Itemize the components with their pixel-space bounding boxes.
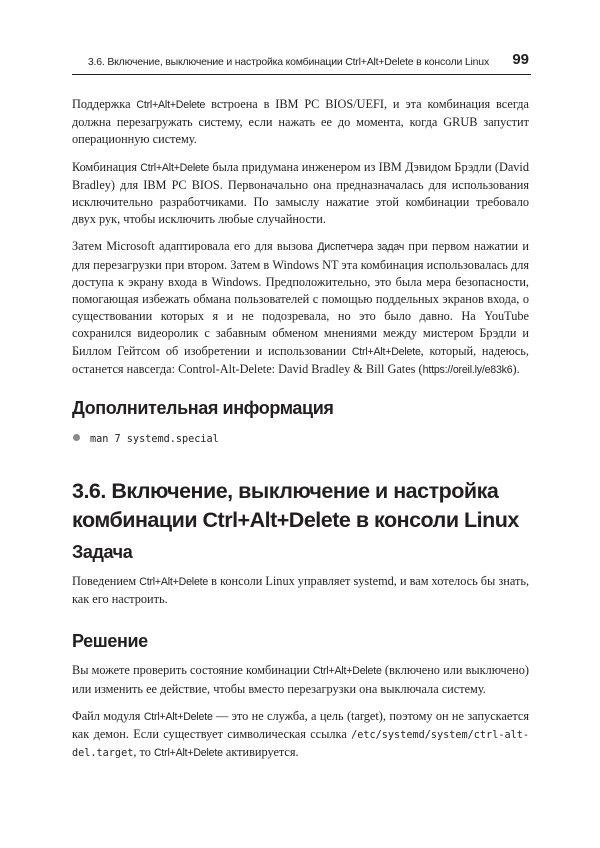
solution-heading: Решение (72, 631, 148, 652)
running-header (72, 50, 531, 75)
text: была придумана инженером из IBM Дэвидом Брэдли (David Bradley) для IBM PC BIOS. Первоначально она предназначалась для использования исключительно разработчиками. По замыслу нажатие этой комбинации требовало двух рук, чтобы исключить любые случайности. (72, 159, 529, 227)
keycombo: Ctrl+Alt+Delete (143, 710, 213, 723)
bullet-icon (73, 434, 80, 441)
keycombo: Ctrl+Alt+Delete (312, 665, 382, 678)
text: Вы можете проверить состояние комбинации (72, 663, 313, 678)
solution-paragraph-1 (72, 662, 529, 697)
task-heading: Задача (72, 542, 133, 563)
text: , то (133, 745, 154, 760)
section-heading-line-1: 3.6. Включение, выключение и настройка (72, 479, 499, 504)
text: , который, надеюсь, останется навсегда: Control-Alt-Delete: David Bradley & Bill Gates ( (72, 343, 529, 376)
task-paragraph (72, 573, 529, 608)
man-page-reference: man 7 systemd.special (90, 434, 219, 446)
text: Файл модуля (72, 708, 144, 723)
keycombo: Ctrl+Alt+Delete (136, 99, 206, 111)
text: Затем Microsoft адаптировала его для вызова (72, 239, 318, 254)
keycombo: Ctrl+Alt+Delete (351, 345, 421, 358)
ui-term: Диспетчера задач (317, 241, 405, 254)
running-title: 3.6. Включение, выключение и настройка комбинации Ctrl+Alt+Delete в консоли Linux (87, 56, 489, 68)
text: Поведением (72, 574, 140, 589)
intro-paragraph-3 (72, 238, 529, 379)
keycombo: Ctrl+Alt+Delete (139, 576, 209, 589)
intro-paragraph-2 (72, 159, 529, 229)
keycombo: Ctrl+Alt+Delete (153, 747, 223, 760)
more-info-heading: Дополнительная информация (72, 398, 334, 419)
list-item (72, 429, 529, 449)
keycombo: Ctrl+Alt+Delete (140, 161, 210, 174)
text: в консоли Linux управляет systemd, и вам хотелось бы знать, как его настроить. (72, 574, 530, 607)
intro-paragraph-1 (72, 96, 529, 149)
solution-paragraph-2 (72, 708, 529, 763)
text: ). (512, 361, 520, 376)
section-heading (72, 477, 529, 535)
text: — это не служба, а цель (target), поэтому он не запускается как демон. Если существует символическая ссылка (72, 708, 529, 742)
page-body (72, 96, 529, 772)
text: при первом нажатии и для перезагрузки при втором. Затем в Windows NT эта комбинация использовалась для доступа к экрану входа в Windows. Предположительно, это была мера безопасности, помогающая избежать обмана пользователей с помощью поддельных экранов входа, о существовании которых я и не подозревала, но это было давно. На YouTube сохранился видеоролик с забавным обменом мнениями между мистером Брэдли и Биллом Гейтсом об изобретении и использовании (72, 239, 529, 358)
video-link[interactable]: https://oreil.ly/e83k6 (422, 363, 513, 376)
page-number: 99 (512, 51, 529, 68)
more-info-list (72, 429, 529, 449)
text: Комбинация (72, 159, 141, 174)
text: Поддержка (72, 97, 137, 111)
section-heading-line-2: комбинации Ctrl+Alt+Delete в консоли Linux (72, 508, 519, 533)
text: активируется. (222, 745, 299, 760)
text: (включено или выключено) или изменить ее действие, чтобы вместо перезагрузки она выключала систему. (72, 663, 529, 696)
text: встроена в IBM PC BIOS/UEFI, и эта комбинация всегда должна перезагружать систему, если нажать ее до момента, когда GRUB запустит операционную систему. (72, 97, 529, 147)
target-path: /etc/systemd/system/ctrl-alt-del.target (72, 730, 529, 760)
